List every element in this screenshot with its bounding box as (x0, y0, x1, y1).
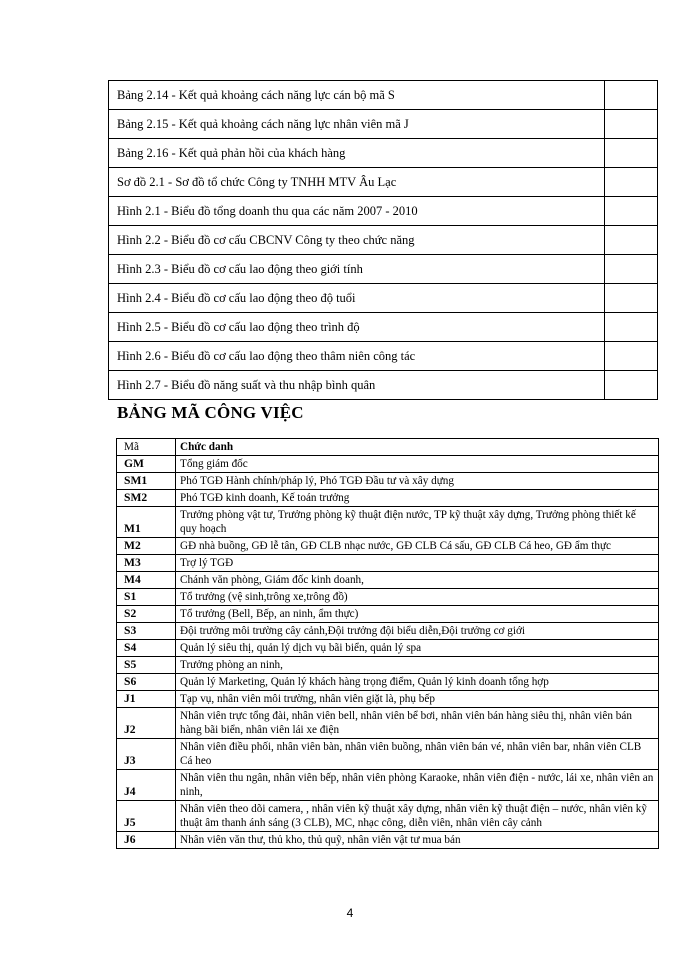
code-column-header: Mã (117, 439, 176, 456)
job-title: Nhân viên văn thư, thủ kho, thủ quỹ, nhân viên vật tư mua bán (176, 832, 659, 849)
figure-list-entry: Hình 2.3 - Biểu đồ cơ cấu lao động theo giới tính (109, 255, 605, 284)
figure-page-cell (605, 371, 658, 400)
figure-list-row (109, 81, 658, 110)
table-row (117, 657, 659, 674)
job-title: Đội trưởng môi trường cây cảnh,Đội trưởng đội biểu diễn,Đội trưởng cơ giới (176, 623, 659, 640)
job-title: Tổ trưởng (vệ sinh,trông xe,trông đồ) (176, 589, 659, 606)
figure-page-cell (605, 342, 658, 371)
job-title: Tổng giám đốc (176, 456, 659, 473)
job-code: SM2 (117, 490, 176, 507)
title-column-header: Chức danh (176, 439, 659, 456)
figure-page-cell (605, 110, 658, 139)
figure-list-row (109, 284, 658, 313)
job-code: SM1 (117, 473, 176, 490)
job-title: Nhân viên trực tổng đài, nhân viên bell, nhân viên bể bơi, nhân viên bán hàng siêu thị, nhân viên bán hàng bãi biển, nhân viên lái xe điện (176, 708, 659, 739)
job-title: Trưởng phòng an ninh, (176, 657, 659, 674)
table-row (117, 606, 659, 623)
job-code-table (116, 438, 659, 849)
figure-list-entry: Hình 2.2 - Biểu đồ cơ cấu CBCNV Công ty theo chức năng (109, 226, 605, 255)
figure-list-row (109, 197, 658, 226)
figure-list-entry: Sơ đồ 2.1 - Sơ đồ tổ chức Công ty TNHH MTV Âu Lạc (109, 168, 605, 197)
figure-page-cell (605, 226, 658, 255)
table-row (117, 691, 659, 708)
table-header-row (117, 439, 659, 456)
table-row (117, 770, 659, 801)
figure-page-cell (605, 313, 658, 342)
job-code: J1 (117, 691, 176, 708)
figure-list-entry: Hình 2.5 - Biểu đồ cơ cấu lao động theo trình độ (109, 313, 605, 342)
figure-page-cell (605, 284, 658, 313)
figure-list-entry: Bảng 2.15 - Kết quả khoảng cách năng lực nhân viên mã J (109, 110, 605, 139)
job-code: J6 (117, 832, 176, 849)
job-code: J4 (117, 770, 176, 801)
job-title: Nhân viên theo dõi camera, , nhân viên kỹ thuật xây dựng, nhân viên kỹ thuật điện – nước, nhân viên kỹ thuật âm thanh ánh sáng (3 CLB), MC, nhạc công, diễn viên, nhân viên cây cảnh (176, 801, 659, 832)
job-title: Nhân viên thu ngân, nhân viên bếp, nhân viên phòng Karaoke, nhân viên điện - nước, lái xe, nhân viên an ninh, (176, 770, 659, 801)
table-row (117, 801, 659, 832)
job-code: M1 (117, 507, 176, 538)
figure-list-entry: Hình 2.6 - Biểu đồ cơ cấu lao động theo thâm niên công tác (109, 342, 605, 371)
job-code: S3 (117, 623, 176, 640)
table-row (117, 674, 659, 691)
job-title: Chánh văn phòng, Giám đốc kinh doanh, (176, 572, 659, 589)
job-code: S1 (117, 589, 176, 606)
table-row (117, 538, 659, 555)
job-title: Quản lý siêu thị, quản lý dịch vụ bãi biển, quản lý spa (176, 640, 659, 657)
job-code: J5 (117, 801, 176, 832)
section-title: BẢNG MÃ CÔNG VIỆC (117, 403, 304, 422)
figure-list-table (108, 80, 658, 400)
figure-list-row (109, 313, 658, 342)
figure-list-row (109, 255, 658, 284)
job-code: J2 (117, 708, 176, 739)
job-title: Phó TGĐ kinh doanh, Kế toán trưởng (176, 490, 659, 507)
table-row (117, 507, 659, 538)
figure-list-row (109, 110, 658, 139)
figure-page-cell (605, 139, 658, 168)
table-row (117, 640, 659, 657)
figure-list-entry: Bảng 2.16 - Kết quả phản hồi của khách hàng (109, 139, 605, 168)
job-title: Tạp vụ, nhân viên môi trường, nhân viên giặt là, phụ bếp (176, 691, 659, 708)
table-row (117, 832, 659, 849)
job-code: M2 (117, 538, 176, 555)
table-row (117, 623, 659, 640)
table-row (117, 473, 659, 490)
job-title: Quản lý Marketing, Quản lý khách hàng trọng điểm, Quản lý kinh doanh tổng hợp (176, 674, 659, 691)
job-code: S2 (117, 606, 176, 623)
table-row (117, 739, 659, 770)
job-code: S5 (117, 657, 176, 674)
figure-list-entry: Hình 2.1 - Biểu đồ tổng doanh thu qua các năm 2007 - 2010 (109, 197, 605, 226)
figure-page-cell (605, 168, 658, 197)
job-code: M3 (117, 555, 176, 572)
job-title: Trưởng phòng vật tư, Trưởng phòng kỹ thuật điện nước, TP kỹ thuật xây dựng, Trưởng phòng thiết kế quy hoạch (176, 507, 659, 538)
figure-list-row (109, 139, 658, 168)
table-row (117, 572, 659, 589)
job-code: S6 (117, 674, 176, 691)
job-code: S4 (117, 640, 176, 657)
figure-list-row (109, 371, 658, 400)
job-code: M4 (117, 572, 176, 589)
job-title: Tổ trưởng (Bell, Bếp, an ninh, ẩm thực) (176, 606, 659, 623)
job-title: GĐ nhà buồng, GĐ lễ tân, GĐ CLB nhạc nước, GĐ CLB Cá sấu, GĐ CLB Cá heo, GĐ ẩm thực (176, 538, 659, 555)
job-title: Phó TGĐ Hành chính/pháp lý, Phó TGĐ Đầu tư và xây dựng (176, 473, 659, 490)
figure-list-entry: Hình 2.7 - Biểu đồ năng suất và thu nhập bình quân (109, 371, 605, 400)
job-code: GM (117, 456, 176, 473)
figure-list-row (109, 168, 658, 197)
table-row (117, 490, 659, 507)
figure-list-entry: Bảng 2.14 - Kết quả khoảng cách năng lực cán bộ mã S (109, 81, 605, 110)
job-title: Nhân viên điều phối, nhân viên bàn, nhân viên buồng, nhân viên bán vé, nhân viên bar, nhân viên CLB Cá heo (176, 739, 659, 770)
job-title: Trợ lý TGĐ (176, 555, 659, 572)
figure-list-row (109, 226, 658, 255)
figure-page-cell (605, 81, 658, 110)
table-row (117, 708, 659, 739)
table-row (117, 555, 659, 572)
figure-page-cell (605, 255, 658, 284)
job-code: J3 (117, 739, 176, 770)
table-row (117, 589, 659, 606)
figure-list-row (109, 342, 658, 371)
figure-page-cell (605, 197, 658, 226)
table-row (117, 456, 659, 473)
page-number: 4 (346, 906, 354, 920)
figure-list-entry: Hình 2.4 - Biểu đồ cơ cấu lao động theo độ tuổi (109, 284, 605, 313)
